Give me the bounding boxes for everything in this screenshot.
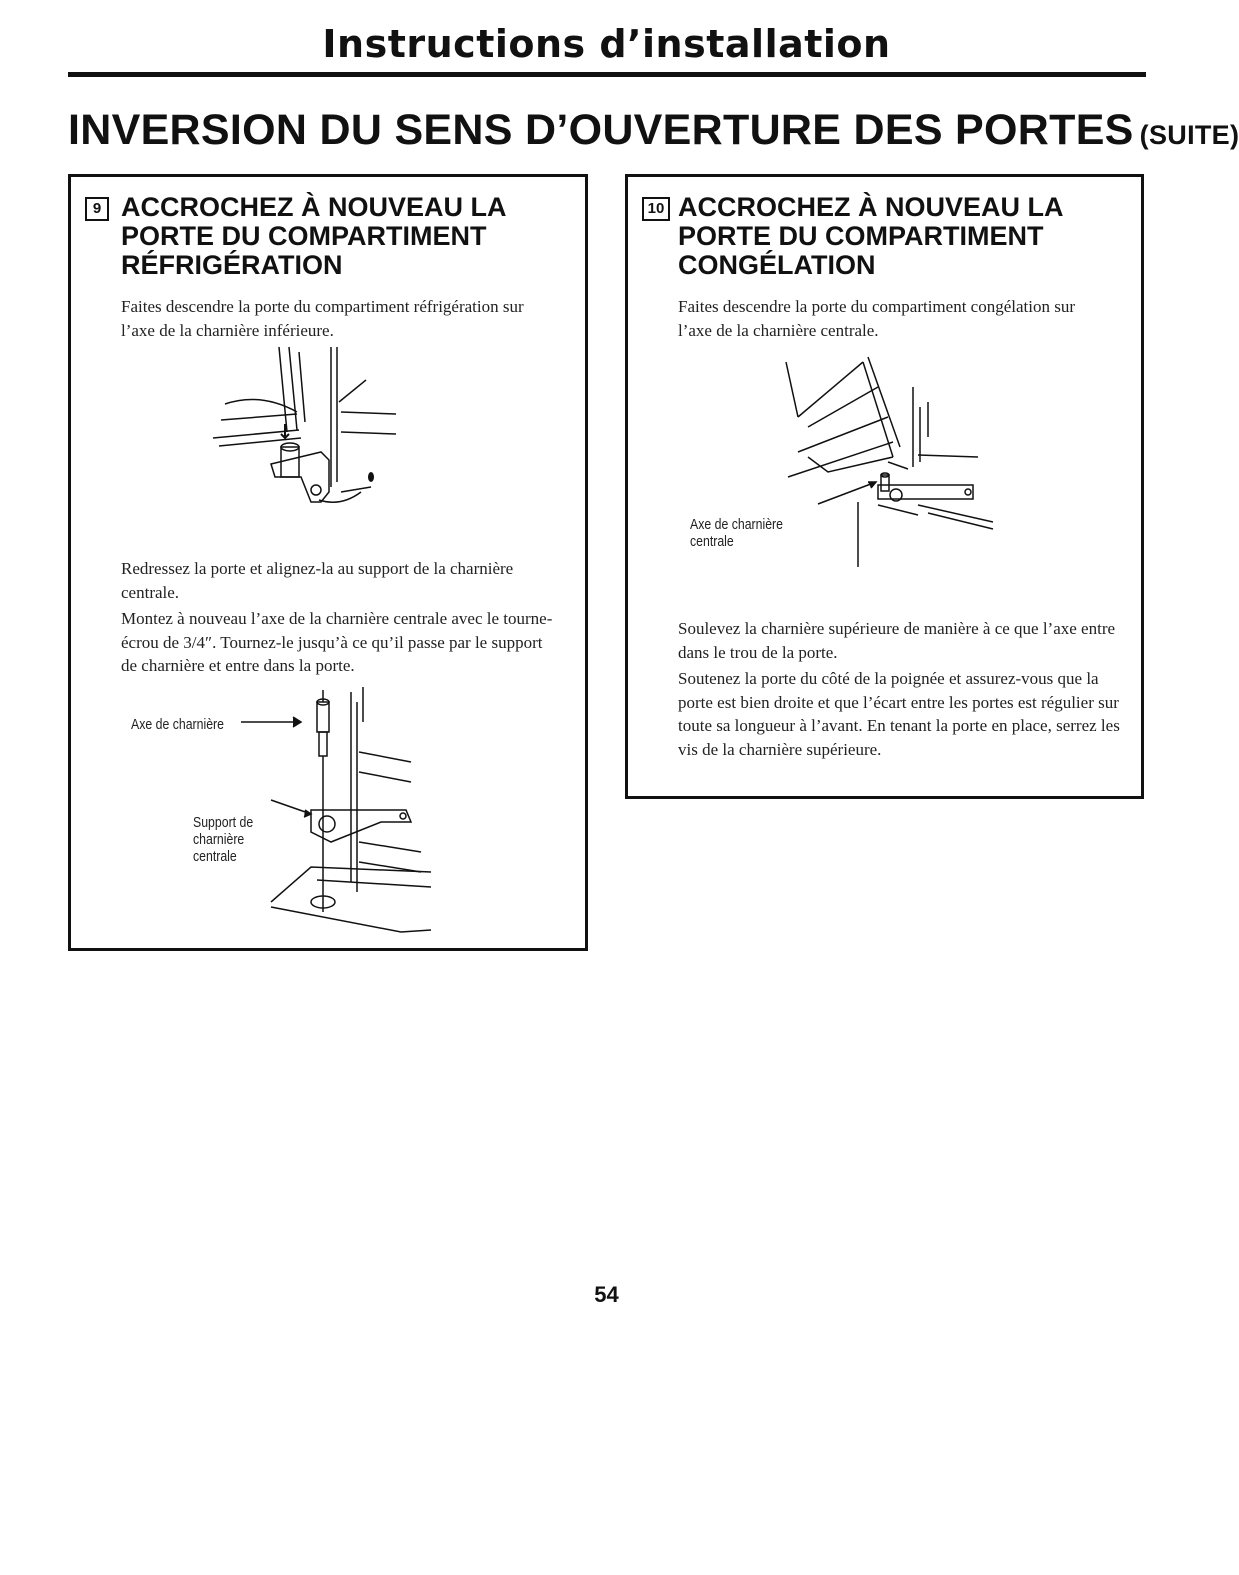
center-hinge-pin-label-line-2: centrale bbox=[690, 533, 734, 550]
step-10-number: 10 bbox=[642, 197, 670, 221]
section-title-text: INVERSION DU SENS D’OUVERTURE DES PORTES bbox=[68, 106, 1134, 154]
step-10-intro: Faites descendre la porte du compartiment congélation sur l’axe de la charnière centrale. bbox=[678, 297, 1076, 340]
step-9-intro: Faites descendre la porte du compartiment réfrigération sur l’axe de la charnière inférieure. bbox=[121, 297, 524, 340]
step-9-para-3: Montez à nouveau l’axe de la charnière centrale avec le tourne-écrou de 3/4″. Tournez-le jusqu’à ce qu’il passe par le support de charnière et entre dans la porte. bbox=[121, 609, 553, 675]
section-title bbox=[68, 106, 1239, 155]
step-10-title-line-2: PORTE DU COMPARTIMENT bbox=[678, 221, 1044, 251]
hinge-support-label-line-3: centrale bbox=[193, 848, 237, 865]
step-10-para-3: Soutenez la porte du côté de la poignée et assurez-vous que la porte est bien droite et que l’écart entre les portes est régulier sur toute sa longueur à l’avant. En tenant la porte en place, serrez les vis de la charnière supérieure. bbox=[678, 669, 1120, 759]
hinge-support-label-line-1: Support de bbox=[193, 814, 254, 831]
lower-hinge-illustration bbox=[191, 342, 431, 557]
center-hinge-illustration bbox=[231, 682, 461, 942]
step-9-title-line-3: RÉFRIGÉRATION bbox=[121, 250, 343, 280]
section-title-suffix: (SUITE) bbox=[1139, 120, 1239, 150]
step-9-para-2: Redressez la porte et alignez-la au support de la charnière centrale. bbox=[121, 559, 514, 602]
step-9-title-line-1: ACCROCHEZ À NOUVEAU LA bbox=[121, 192, 507, 222]
step-10-panel bbox=[625, 174, 1144, 799]
center-hinge-pin-label-line-1: Axe de charnière bbox=[690, 516, 783, 533]
step-10-title bbox=[678, 193, 1064, 280]
step-10-title-line-1: ACCROCHEZ À NOUVEAU LA bbox=[678, 192, 1064, 222]
step-9-panel bbox=[68, 174, 588, 951]
step-9-title bbox=[121, 193, 507, 280]
freezer-door-illustration bbox=[768, 357, 1028, 572]
header-rule bbox=[68, 72, 1146, 77]
step-10-title-line-3: CONGÉLATION bbox=[678, 250, 876, 280]
page-number: 54 bbox=[594, 1282, 619, 1307]
hinge-support-label-line-2: charnière bbox=[193, 831, 245, 848]
step-10-para-2: Soulevez la charnière supérieure de manière à ce que l’axe entre dans le trou de la porte. bbox=[678, 619, 1116, 662]
step-9-title-line-2: PORTE DU COMPARTIMENT bbox=[121, 221, 487, 251]
header-title: Instructions d’installation bbox=[322, 22, 891, 66]
step-9-number: 9 bbox=[85, 197, 109, 221]
hinge-pin-label: Axe de charnière bbox=[131, 716, 224, 733]
